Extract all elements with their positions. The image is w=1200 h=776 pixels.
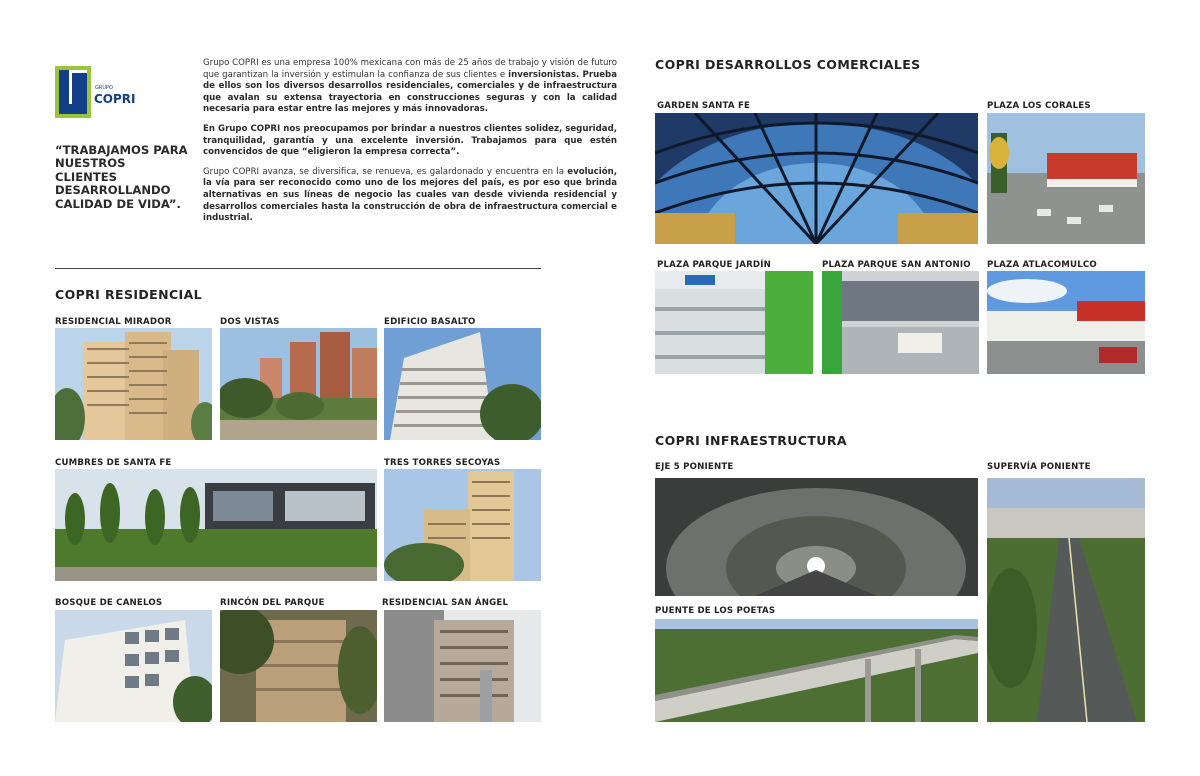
grupo-copri-logo — [55, 66, 137, 118]
caption-residencial-san-angel: RESIDENCIAL SAN ÁNGEL — [382, 598, 509, 608]
caption-eje-5-poniente: EJE 5 PONIENTE — [655, 462, 734, 472]
photo-puente-de-los-poetas — [655, 619, 978, 722]
caption-cumbres-de-santa-fe: CUMBRES DE SANTA FE — [55, 458, 172, 468]
logo-brand-text: COPRI — [94, 92, 136, 106]
section-divider — [55, 268, 541, 269]
comerciales-title: COPRI DESARROLLOS COMERCIALES — [655, 57, 921, 72]
caption-tres-torres-secoyas: TRES TORRES SECOYAS — [384, 458, 501, 468]
intro-p3-bold: evolución, la vía para ser reconocido como uno de los mejores del país, es por eso que brinda alternativas en sus líneas de negocio las cuales van desde vivienda residencial y desarrollos comerciales hasta la construcción de obra de infraestructura comercial e industrial. — [203, 166, 617, 224]
caption-plaza-parque-san-antonio: PLAZA PARQUE SAN ANTONIO — [822, 260, 971, 270]
infraestructura-title: COPRI INFRAESTRUCTURA — [655, 433, 847, 448]
photo-cumbres-de-santa-fe — [55, 469, 377, 581]
caption-plaza-los-corales: PLAZA LOS CORALES — [987, 101, 1091, 111]
residencial-title: COPRI RESIDENCIAL — [55, 287, 203, 302]
intro-p1-light: Grupo COPRI es una empresa 100% mexicana con más de 25 años de trabajo y visión de futuro que garantizan la inversión y estimulan la confianza de sus clientes e — [203, 58, 617, 80]
caption-rincon-del-parque: RINCÓN DEL PARQUE — [220, 598, 325, 608]
caption-residencial-mirador: RESIDENCIAL MIRADOR — [55, 317, 172, 327]
photo-dos-vistas — [220, 328, 377, 440]
photo-eje-5-poniente — [655, 478, 978, 596]
photo-bosque-de-canelos — [55, 610, 212, 722]
photo-plaza-parque-jardin — [655, 271, 813, 374]
caption-dos-vistas: DOS VISTAS — [220, 317, 280, 327]
caption-garden-santa-fe: GARDEN SANTA FE — [657, 101, 751, 111]
photo-plaza-los-corales — [987, 113, 1145, 244]
intro-paragraph-2 — [203, 124, 617, 159]
intro-p3-light: Grupo COPRI avanza, se diversifica, se renueva, es galardonado y encuentra en la — [203, 166, 568, 177]
photo-supervia-poniente — [987, 478, 1145, 722]
caption-plaza-atlacomulco: PLAZA ATLACOMULCO — [987, 260, 1097, 270]
caption-supervia-poniente: SUPERVÍA PONIENTE — [987, 462, 1091, 472]
photo-plaza-atlacomulco — [987, 271, 1145, 374]
caption-puente-de-los-poetas: PUENTE DE LOS POETAS — [655, 606, 776, 616]
photo-residencial-mirador — [55, 328, 212, 440]
photo-residencial-san-angel — [384, 610, 541, 722]
intro-text — [203, 58, 617, 233]
photo-rincon-del-parque — [220, 610, 377, 722]
caption-plaza-parque-jardin: PLAZA PARQUE JARDÍN — [657, 260, 772, 270]
caption-bosque-de-canelos: BOSQUE DE CANELOS — [55, 598, 163, 608]
intro-p1-bold: inversionistas. Prueba de ellos son los diversos desarrollos residenciales, comerciales y de infraestructura que avalan su extensa trayectoria en construcciones seguras y con la calidad necesaria para estar entre las mejores y más innovadoras. — [203, 69, 617, 115]
photo-tres-torres-secoyas — [384, 469, 541, 581]
photo-garden-santa-fe — [655, 113, 978, 244]
intro-p2-bold: En Grupo COPRI nos preocupamos por brindar a nuestros clientes solidez, seguridad, tranquilidad, garantía y una excelente inversión. Trabajamos para que estén convencidos de que “eligieron la empresa correcta”. — [203, 123, 617, 158]
photo-plaza-parque-san-antonio — [822, 271, 979, 374]
intro-paragraph-1 — [203, 58, 617, 116]
caption-edificio-basalto: EDIFICIO BASALTO — [384, 317, 476, 327]
photo-edificio-basalto — [384, 328, 541, 440]
logo-small-text: GRUPO — [95, 85, 113, 91]
slogan-quote: “TRABAJAMOS PARA NUESTROS CLIENTES DESARROLLANDO CALIDAD DE VIDA”. — [55, 143, 188, 211]
intro-paragraph-3 — [203, 167, 617, 225]
